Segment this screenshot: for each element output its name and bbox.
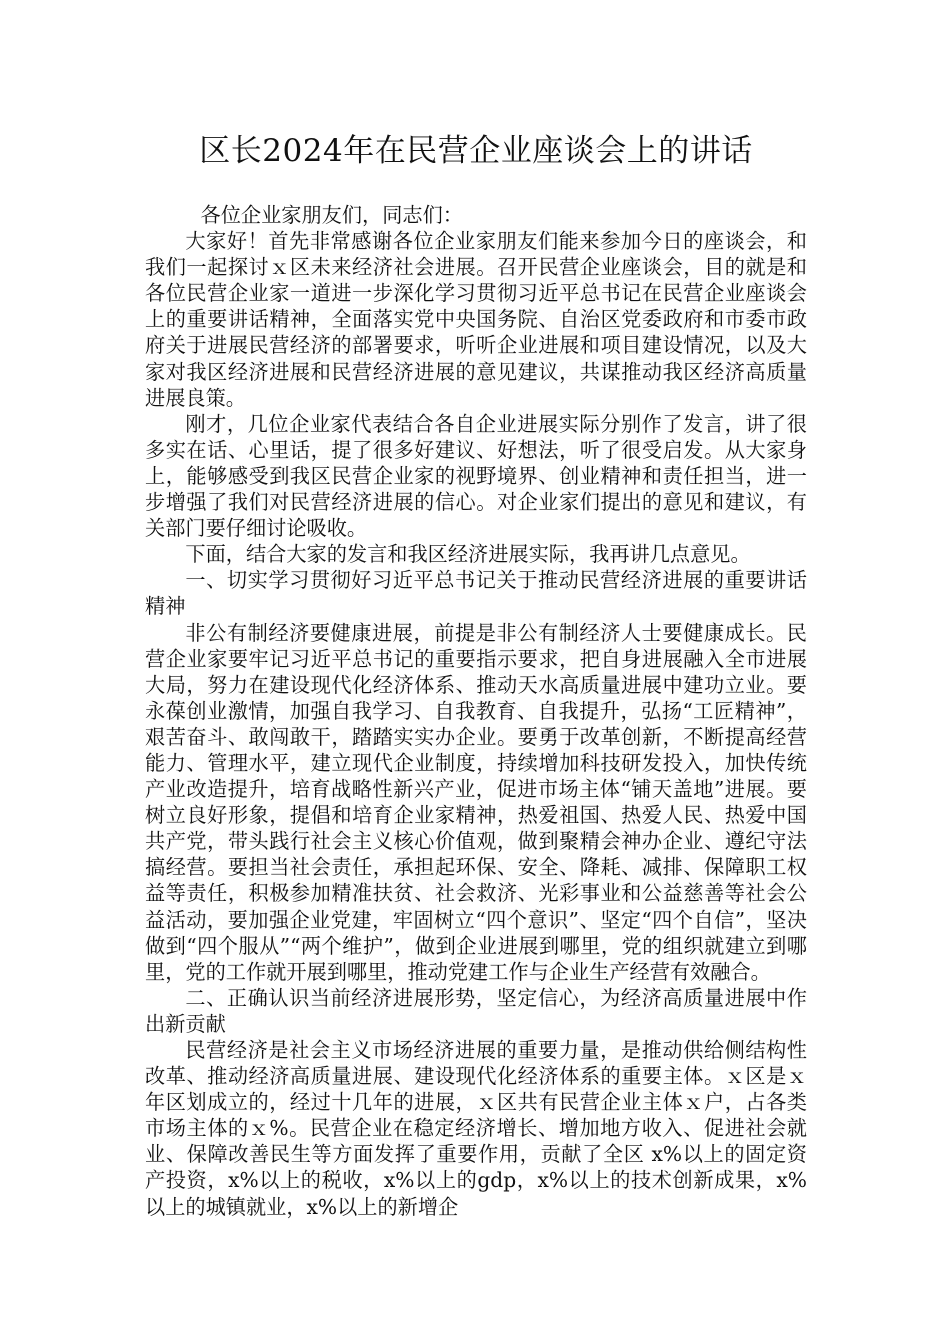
section-heading-1: 一、切实学习贯彻好习近平总书记关于推动民营经济进展的重要讲话精神 <box>145 568 807 619</box>
feedback-paragraph: 刚才，几位企业家代表结合各自企业进展实际分别作了发言，讲了很多实在话、心里话，提了很多好建议、好想法，听了很受启发。从大家身上，能够感受到我区民营企业家的视野境界、创业精神和责任担当，进一步增强了我们对民营经济进展的信心。对企业家们提出的意见和建议，有关部门要仔细讨论吸收。 <box>145 411 807 541</box>
section-2-paragraph: 民营经济是社会主义市场经济进展的重要力量，是推动供给侧结构性改革、推动经济高质量进展、建设现代化经济体系的重要主体。ｘ区是ｘ年区划成立的，经过十几年的进展，ｘ区共有民营企业主体ｘ户，占各类市场主体的ｘ%。民营企业在稳定经济增长、增加地方收入、促进社会就业、保障改善民生等方面发挥了重要作用，贡献了全区 x%以上的固定资产投资，x%以上的税收，x%以上的gdp，x%以上的技术创新成果，x%以上的城镇就业，x%以上的新增企 <box>145 1038 807 1219</box>
section-heading-2: 二、正确认识当前经济进展形势，坚定信心，为经济高质量进展中作出新贡献 <box>145 985 807 1036</box>
salutation-paragraph: 各位企业家朋友们，同志们： <box>200 203 463 227</box>
section-1-paragraph: 非公有制经济要健康进展，前提是非公有制经济人士要健康成长。民营企业家要牢记习近平总书记的重要指示要求，把自身进展融入全市进展大局，努力在建设现代化经济体系、推动天水高质量进展中建功立业。要永葆创业激情，加强自我学习、自我教育、自我提升，弘扬“工匠精神”，艰苦奋斗、敢闯敢干，踏踏实实办企业。要勇于改革创新，不断提高经营能力、管理水平，建立现代企业制度，持续增加科技研发投入，加快传统产业改造提升，培育战略性新兴产业，促进市场主体“铺天盖地”进展。要树立良好形象，提倡和培育企业家精神，热爱祖国、热爱人民、热爱中国共产党，带头践行社会主义核心价值观，做到聚精会神办企业、遵纪守法搞经营。要担当社会责任，承担起环保、安全、降耗、减排、保障职工权益等责任，积极参加精准扶贫、社会救济、光彩事业和公益慈善等社会公益活动，要加强企业党建，牢固树立“四个意识”、坚定“四个自信”，坚决做到“四个服从”“两个维护”，做到企业进展到哪里，党的组织就建立到哪里，党的工作就开展到哪里，推动党建工作与企业生产经营有效融合。 <box>145 620 807 984</box>
document-page <box>145 126 807 1220</box>
transition-paragraph: 下面，结合大家的发言和我区经济进展实际，我再讲几点意见。 <box>185 542 751 567</box>
document-title: 区长2024年在民营企业座谈会上的讲话 <box>199 133 753 169</box>
document-body <box>145 202 807 1220</box>
opening-paragraph: 大家好！首先非常感谢各位企业家朋友们能来参加今日的座谈会，和我们一起探讨ｘ区未来经济社会进展。召开民营企业座谈会，目的就是和各位民营企业家一道进一步深化学习贯彻习近平总书记在民营企业座谈会上的重要讲话精神，全面落实党中央国务院、自治区党委政府和市委市政府关于进展民营经济的部署要求，听听企业进展和项目建设情况，以及大家对我区经济进展和民营经济进展的意见建议，共谋推动我区经济高质量进展良策。 <box>145 229 807 410</box>
